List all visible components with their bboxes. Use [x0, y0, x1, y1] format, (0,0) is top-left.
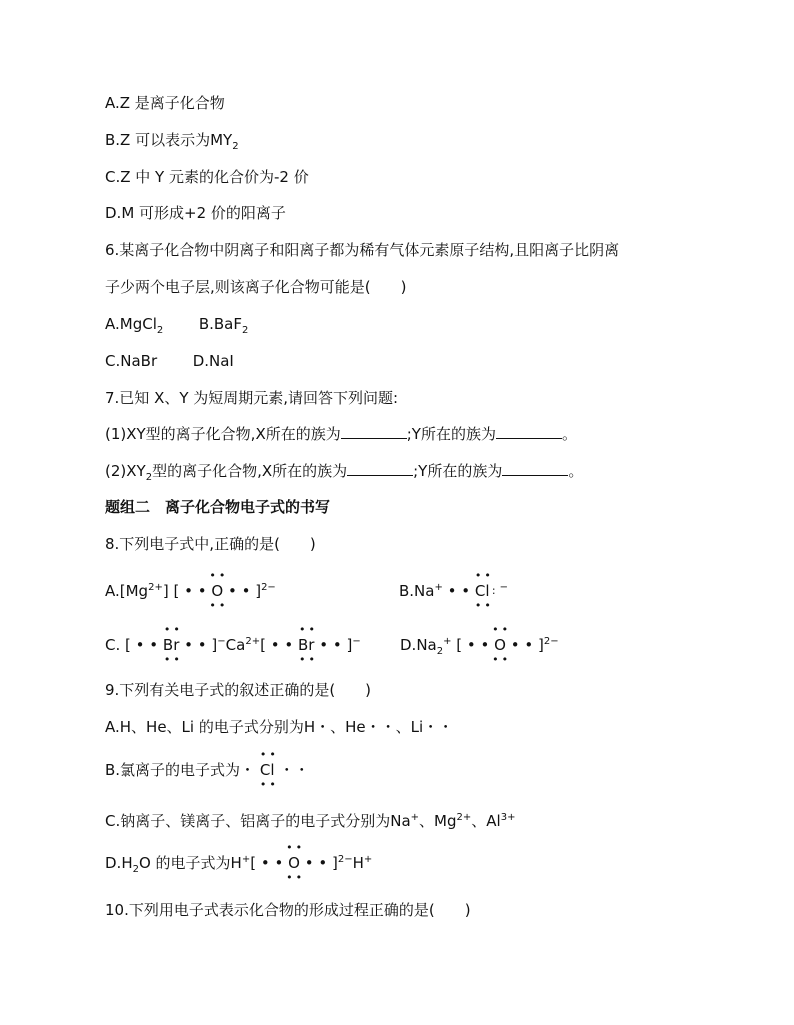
q8-c-sup2: 2+ [245, 636, 261, 647]
q8-c-sup3: − [352, 636, 361, 647]
q7-part2-text-b: ;Y所在的族为 [413, 462, 503, 480]
electron-dots: •• [286, 841, 306, 854]
q9-d-bracket: [ [250, 854, 257, 872]
q6-option-a: A.MgCl [105, 315, 157, 333]
q9-c-al: 、Al [471, 812, 501, 830]
q8-d-bracket: [ [451, 636, 463, 654]
q8-b-sup2: − [499, 582, 508, 593]
answer-blank[interactable] [496, 424, 562, 439]
q8-d-atom [492, 623, 512, 666]
q6-stem-line2: 子少两个电子层,则该离子化合物可能是( ) [105, 278, 407, 296]
q5-option-b-sub: 2 [232, 141, 239, 152]
q8-stem: 8.下列电子式中,正确的是( ) [105, 535, 316, 553]
q6-option-b: B.BaF [198, 315, 242, 333]
q5-option-b-text: B.Z 可以表示为MY [105, 131, 233, 149]
electron-dots: •• [209, 599, 229, 612]
q7-part1-text-c: 。 [561, 425, 577, 443]
q9-stem: 9.下列有关电子式的叙述正确的是( ) [105, 681, 372, 699]
q9-b-post: ・・ [279, 761, 310, 779]
q9-c-mg-sup: 2+ [456, 812, 472, 823]
q6-stem-line1: 6.某离子化合物中阴离子和阳离子都为稀有气体元素原子结构,且阳离子比阴离 [105, 241, 620, 259]
q5-option-a: A.Z 是离子化合物 [105, 94, 225, 112]
q9-option-d [105, 841, 373, 884]
q9-b-text: B.氯离子的电子式为・ [105, 761, 256, 779]
q8-a-mid: ] [ [162, 582, 180, 600]
electron-dots: • • [447, 582, 471, 600]
electron-dots: • • [510, 636, 534, 654]
q9-b-atom [259, 748, 279, 791]
q9-d-text: D.H [105, 854, 133, 872]
q9-d-atom-symbol: O [288, 854, 300, 872]
q8-option-d [400, 623, 559, 666]
q8-option-b [399, 569, 508, 612]
section-heading: 题组二 离子化合物电子式的书写 [105, 498, 331, 516]
q7-part2-text-a: 型的离子化合物,X所在的族为 [152, 462, 348, 480]
q9-option-b [105, 748, 310, 791]
q8-a-sup: 2+ [148, 582, 163, 593]
answer-blank[interactable] [341, 424, 407, 439]
q8-d-end-sup: 2− [543, 636, 559, 647]
q5-option-d: D.M 可形成+2 价的阳离子 [105, 204, 286, 222]
q6-option-a-sub: 2 [156, 325, 164, 336]
electron-dots: • • [319, 636, 342, 654]
q8-d-atom-symbol: O [494, 636, 506, 654]
electron-dots: •• [492, 653, 512, 666]
q5-option-c: C.Z 中 Y 元素的化合价为-2 价 [105, 168, 309, 186]
q7-part2 [105, 461, 583, 488]
q8-c-bracket: [ [260, 636, 266, 654]
q8-c-label: C. [ [105, 636, 131, 654]
q9-c-na-sup: + [410, 812, 420, 823]
q7-part1-text-a: (1)XY型的离子化合物,X所在的族为 [105, 425, 341, 443]
q6-option-b-sub: 2 [241, 325, 249, 336]
q8-c-atom1 [162, 623, 183, 666]
q9-d-sub: 2 [132, 864, 139, 875]
q8-c-atom1-symbol: Br [162, 636, 180, 654]
electron-dots: • • [184, 636, 207, 654]
q9-d-mid: O 的电子式为H [138, 854, 242, 872]
q7-stem: 7.已知 X、Y 为短周期元素,请回答下列问题: [105, 389, 399, 407]
electron-dots: • • [304, 854, 328, 872]
electron-dots: • • [227, 582, 251, 600]
q8-d-end: ] [538, 636, 544, 654]
electron-dots: • • [270, 636, 294, 654]
q8-option-c [105, 623, 361, 666]
q6-option-c: C.NaBr [105, 352, 158, 370]
q7-part2-sub: 2 [145, 472, 153, 483]
q9-option-c [105, 808, 515, 831]
q8-a-atom [209, 569, 229, 612]
q7-part2-prefix: (2)XY [105, 462, 146, 480]
q9-d-end: ] [331, 854, 338, 872]
q8-d-label: D.Na [400, 636, 437, 654]
q8-c-ca: Ca [225, 636, 246, 654]
q6-options-ab [105, 314, 248, 341]
q9-c-mg: 、Mg [419, 812, 457, 830]
q8-b-atom [474, 569, 496, 612]
electron-dots: •• [298, 653, 318, 666]
electron-dots: • • [466, 636, 490, 654]
q9-d-sup1: + [241, 854, 251, 865]
q6-options-cd [105, 351, 234, 371]
electron-dots: : [491, 584, 496, 597]
answer-blank[interactable] [502, 461, 568, 476]
q8-b-label: B.Na [399, 582, 435, 600]
q8-a-label: A.[Mg [105, 582, 149, 600]
q9-b-atom-symbol: Cl [259, 761, 275, 779]
electron-dots: •• [286, 871, 306, 884]
q8-c-mid: ] [211, 636, 218, 654]
q8-d-sub: 2 [436, 646, 444, 657]
electron-dots: •• [163, 653, 183, 666]
q9-d-sup2: 2− [337, 854, 353, 865]
electron-dots: •• [298, 623, 318, 636]
q8-b-atom-symbol: Cl [474, 582, 490, 600]
q9-d-atom [286, 841, 306, 884]
q7-part1 [105, 424, 577, 444]
electron-dots: •• [163, 623, 183, 636]
q9-c-text: C.钠离子、镁离子、铝离子的电子式分别为Na [105, 812, 411, 830]
q8-a-atom-symbol: O [211, 582, 224, 600]
q9-d-sup3: + [363, 854, 373, 865]
q8-b-sup: + [434, 582, 443, 593]
q8-option-a [105, 569, 276, 612]
electron-dots: •• [259, 778, 279, 791]
q8-d-sup: + [443, 636, 452, 647]
electron-dots: •• [474, 599, 494, 612]
q9-c-al-sup: 3+ [500, 812, 516, 823]
q6-option-d: D.NaI [192, 352, 234, 370]
q8-c-end: ] [346, 636, 353, 654]
q8-c-sup1: − [217, 636, 226, 647]
q8-a-end-sup: 2− [261, 582, 276, 593]
q7-part2-text-c: 。 [568, 462, 584, 480]
q9-d-h: H [352, 854, 364, 872]
q9-option-a: A.H、He、Li 的电子式分别为H・、He・・、Li・・ [105, 718, 454, 736]
electron-dots: •• [209, 569, 229, 582]
q8-c-atom2-symbol: Br [297, 636, 315, 654]
q8-c-atom2 [297, 623, 318, 666]
q10-stem: 10.下列用电子式表示化合物的形成过程正确的是( ) [105, 901, 471, 919]
electron-dots: • • [135, 636, 159, 654]
q8-a-end: ] [255, 582, 262, 600]
electron-dots: •• [474, 569, 494, 582]
electron-dots: • • [184, 582, 207, 600]
electron-dots: •• [259, 748, 279, 761]
q5-option-b [105, 130, 239, 157]
electron-dots: • • [260, 854, 284, 872]
electron-dots: •• [492, 623, 512, 636]
answer-blank[interactable] [347, 461, 413, 476]
q7-part1-text-b: ;Y所在的族为 [406, 425, 496, 443]
